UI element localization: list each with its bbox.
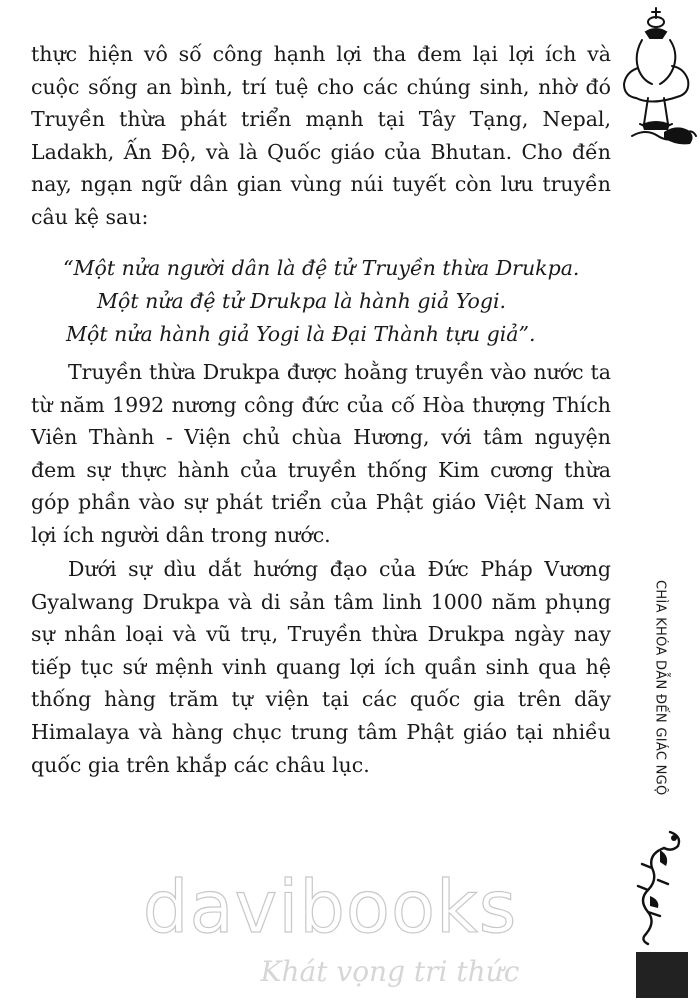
- hand-holding-vase-ornament-icon: [612, 6, 698, 148]
- paragraph-3: Dưới sự dìu dắt hướng đạo của Đức Pháp Vương Gyalwang Drukpa và di sản tâm linh 1000 năm phụng sự nhân loại và vũ trụ, Truyền thừa Drukpa ngày nay tiếp tục sứ mệnh vinh quang lợi ích quần sinh qua hệ thống hàng trăm tự viện tại các quốc gia trên dãy Himalaya và hàng chục trung tâm Phật giáo tại nhiều quốc gia trên khắp các châu lục.: [31, 557, 611, 777]
- watermark-tagline: Khát vọng tri thức: [260, 955, 520, 988]
- verse-line-2: Một nửa đệ tử Drukpa là hành giả Yogi.: [97, 289, 507, 313]
- paragraph-1: thực hiện vô số công hạnh lợi tha đem lại lợi ích và cuộc sống an bình, trí tuệ cho các chúng sinh, nhờ đó Truyền thừa phát triển mạnh tại Tây Tạng, Nepal, Ladakh, Ấn Độ, và là Quốc giáo của Bhutan. Cho đến nay, ngạn ngữ dân gian vùng núi tuyết còn lưu truyền câu kệ sau:: [31, 42, 611, 229]
- book-title-vertical: [640, 565, 680, 810]
- book-title-text: CHÌA KHÓA DẪN ĐẾN GIÁC NGỘ: [652, 579, 668, 796]
- verse-line-3: Một nửa hành giả Yogi là Đại Thành tựu giả”.: [66, 322, 536, 346]
- watermark-brand: davibooks: [142, 865, 518, 949]
- verse-line-1: “Một nửa người dân là đệ tử Truyền thừa Drukpa.: [63, 256, 580, 280]
- paragraph-2: Truyền thừa Drukpa được hoằng truyền vào nước ta từ năm 1992 nương công đức của cố Hòa thượng Thích Viên Thành - Viện chủ chùa Hương, với tâm nguyện đem sự thực hành của truyền thống Kim cương thừa góp phần vào sự phát triển của Phật giáo Việt Nam vì lợi ích người dân trong nước.: [31, 360, 611, 547]
